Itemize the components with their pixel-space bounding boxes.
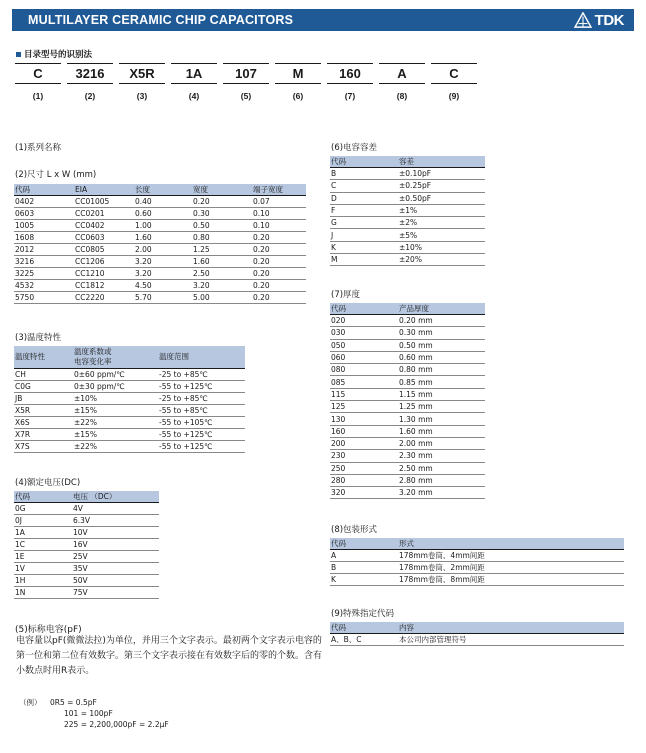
table-cell: 080 xyxy=(330,364,398,376)
table-row xyxy=(330,474,485,486)
table-cell: ±1% xyxy=(398,204,485,216)
table-row xyxy=(14,392,245,404)
table-cell: 0.10 xyxy=(252,208,306,220)
table-row xyxy=(14,515,159,527)
table-cell: 230 xyxy=(330,450,398,462)
col-header: 代码 xyxy=(330,303,398,315)
capacitance-description: 电容量以pF(微微法拉)为单位，并用三个文字表示。最初两个文字表示电容的第一位和第二位有效数字。第三个文字表示接在有效数字后的零的个数。含有小数点时用R表示。 xyxy=(16,636,323,676)
table-cell: 1E xyxy=(14,551,72,563)
col-header: 代码 xyxy=(14,491,72,503)
brand-name: TDK xyxy=(594,11,624,29)
col-header: 内容 xyxy=(398,622,624,634)
table-cell: 1.30 mm xyxy=(398,413,485,425)
table-cell: 085 xyxy=(330,376,398,388)
table-cell: 130 xyxy=(330,413,398,425)
table-cell: 0±60 ppm/℃ xyxy=(73,368,158,380)
table-row xyxy=(14,551,159,563)
col-header: 温度系数或 电容变化率 xyxy=(73,346,158,368)
table-cell: X6S xyxy=(14,416,73,428)
table-cell: 3216 xyxy=(14,256,74,268)
table-cell: X7R xyxy=(14,428,73,440)
pn-segment: 3216 xyxy=(67,63,113,84)
size-title: (2)尺寸 L x W (mm) xyxy=(15,170,97,180)
pn-index: (1) xyxy=(32,91,44,101)
table-row xyxy=(14,368,245,380)
table-cell: 3.20 xyxy=(192,280,252,292)
table-cell: 178mm卷筒、8mm间距 xyxy=(398,574,624,586)
table-cell: 0.07 xyxy=(252,196,306,208)
table-cell: K xyxy=(330,574,398,586)
table-row xyxy=(330,413,485,425)
col-header: 长度 xyxy=(134,184,192,196)
special-code-table-body xyxy=(330,634,624,646)
col-header: 温度范围 xyxy=(158,346,245,368)
table-row xyxy=(330,364,485,376)
table-row xyxy=(330,192,485,204)
table-cell: 4V xyxy=(72,503,159,515)
table-cell: 0J xyxy=(14,515,72,527)
packaging-table xyxy=(330,538,624,586)
temperature-table-body xyxy=(14,368,245,452)
table-cell: 0402 xyxy=(14,196,74,208)
table-cell: 178mm卷筒、4mm间距 xyxy=(398,550,624,562)
col-header: 产品厚度 xyxy=(398,303,485,315)
table-cell: 10V xyxy=(72,527,159,539)
table-cell: CC1210 xyxy=(74,268,134,280)
table-cell: 2.30 mm xyxy=(398,450,485,462)
table-cell: -55 to +125℃ xyxy=(158,440,245,452)
pn-segment: C xyxy=(431,63,477,84)
table-cell: 0.85 mm xyxy=(398,376,485,388)
table-cell: 1.00 xyxy=(134,220,192,232)
table-cell: 35V xyxy=(72,563,159,575)
table-row xyxy=(330,425,485,437)
table-row xyxy=(330,241,485,253)
table-cell: CC1812 xyxy=(74,280,134,292)
table-cell: A、B、C xyxy=(330,634,398,646)
table-cell: -25 to +85℃ xyxy=(158,392,245,404)
packaging-title: (8)包装形式 xyxy=(331,525,378,535)
table-cell: 0.20 xyxy=(252,280,306,292)
table-cell: 2.80 mm xyxy=(398,474,485,486)
table-cell: 125 xyxy=(330,401,398,413)
table-cell: B xyxy=(330,562,398,574)
table-cell: 0.80 mm xyxy=(398,364,485,376)
table-cell: CC0805 xyxy=(74,244,134,256)
square-bullet-icon xyxy=(16,52,21,57)
table-cell: ±0.50pF xyxy=(398,192,485,204)
table-row xyxy=(14,440,245,452)
table-cell: 160 xyxy=(330,425,398,437)
table-header-row xyxy=(330,303,485,315)
table-cell: 0±30 ppm/℃ xyxy=(73,380,158,392)
table-row xyxy=(14,416,245,428)
table-cell: -55 to +125℃ xyxy=(158,380,245,392)
table-cell: 4532 xyxy=(14,280,74,292)
col-header: 代码 xyxy=(330,622,398,634)
pn-segment: 1A xyxy=(171,63,217,84)
temperature-title: (3)温度特性 xyxy=(15,333,62,343)
tdk-logo-icon xyxy=(574,12,592,28)
table-cell: 1V xyxy=(14,563,72,575)
table-cell: C xyxy=(330,180,398,192)
table-cell: -55 to +105℃ xyxy=(158,416,245,428)
table-cell: CC0402 xyxy=(74,220,134,232)
table-cell: F xyxy=(330,204,398,216)
table-cell: 030 xyxy=(330,327,398,339)
table-cell: JB xyxy=(14,392,73,404)
page-title: MULTILAYER CERAMIC CHIP CAPACITORS xyxy=(28,13,294,27)
pn-index: (9) xyxy=(448,91,460,101)
table-cell: ±22% xyxy=(73,440,158,452)
table-row xyxy=(330,254,485,266)
example-line: 101 = 100pF xyxy=(64,709,113,718)
table-cell: 1.25 mm xyxy=(398,401,485,413)
table-row xyxy=(330,634,624,646)
table-row xyxy=(14,380,245,392)
table-cell: 1.60 xyxy=(192,256,252,268)
table-cell: 200 xyxy=(330,437,398,449)
table-cell: CC0603 xyxy=(74,232,134,244)
table-cell: A xyxy=(330,550,398,562)
table-header-row xyxy=(330,156,485,168)
table-cell: 0.20 mm xyxy=(398,315,485,327)
table-row xyxy=(330,351,485,363)
col-header: 端子宽度 xyxy=(252,184,306,196)
table-cell: CH xyxy=(14,368,73,380)
table-row xyxy=(14,280,306,292)
table-cell: 16V xyxy=(72,539,159,551)
table-row xyxy=(14,232,306,244)
table-row xyxy=(14,404,245,416)
col-header: 形式 xyxy=(398,538,624,550)
table-cell: 060 xyxy=(330,351,398,363)
table-cell: -55 to +125℃ xyxy=(158,428,245,440)
table-cell: ±10% xyxy=(398,241,485,253)
table-row xyxy=(14,527,159,539)
table-cell: CC2220 xyxy=(74,292,134,304)
table-cell: G xyxy=(330,217,398,229)
table-cell: 0.40 xyxy=(134,196,192,208)
table-row xyxy=(14,575,159,587)
table-row xyxy=(330,204,485,216)
table-cell: CC01005 xyxy=(74,196,134,208)
table-cell: 320 xyxy=(330,487,398,499)
table-cell: CC0201 xyxy=(74,208,134,220)
table-row xyxy=(14,428,245,440)
table-row xyxy=(14,256,306,268)
pn-index: (6) xyxy=(292,91,304,101)
tdk-logo xyxy=(574,11,624,29)
pn-index: (5) xyxy=(240,91,252,101)
thickness-title: (7)厚度 xyxy=(331,290,361,300)
table-cell: 2.50 mm xyxy=(398,462,485,474)
table-cell: -55 to +85℃ xyxy=(158,404,245,416)
pn-segment: X5R xyxy=(119,63,165,84)
table-cell: D xyxy=(330,192,398,204)
table-cell: 3.20 xyxy=(134,268,192,280)
table-cell: 0.30 xyxy=(192,208,252,220)
tolerance-table-body xyxy=(330,168,485,266)
table-cell: 4.50 xyxy=(134,280,192,292)
table-cell: J xyxy=(330,229,398,241)
table-cell: 0.20 xyxy=(252,244,306,256)
table-cell: ±20% xyxy=(398,254,485,266)
voltage-title: (4)额定电压(DC) xyxy=(15,478,81,488)
table-row xyxy=(330,339,485,351)
table-row xyxy=(330,401,485,413)
table-row xyxy=(330,180,485,192)
table-cell: 280 xyxy=(330,474,398,486)
table-cell: 0.20 xyxy=(252,256,306,268)
pn-index: (8) xyxy=(396,91,408,101)
table-cell: 0.20 xyxy=(192,196,252,208)
table-cell: 050 xyxy=(330,339,398,351)
pn-segment: M xyxy=(275,63,321,84)
table-cell: ±10% xyxy=(73,392,158,404)
table-cell: 0.10 xyxy=(252,220,306,232)
pn-segment: 107 xyxy=(223,63,269,84)
table-row xyxy=(14,503,159,515)
table-row xyxy=(330,388,485,400)
table-cell: ±0.10pF xyxy=(398,168,485,180)
table-cell: 0.20 xyxy=(252,292,306,304)
table-cell: ±2% xyxy=(398,217,485,229)
special-code-title: (9)特殊指定代码 xyxy=(331,609,395,619)
table-cell: K xyxy=(330,241,398,253)
table-cell: X5R xyxy=(14,404,73,416)
voltage-table-body xyxy=(14,503,159,599)
packaging-table-body xyxy=(330,550,624,586)
table-cell: ±22% xyxy=(73,416,158,428)
table-cell: ±0.25pF xyxy=(398,180,485,192)
table-cell: 0.50 xyxy=(192,220,252,232)
table-row xyxy=(14,539,159,551)
table-row xyxy=(14,208,306,220)
table-cell: ±5% xyxy=(398,229,485,241)
table-cell: 本公司内部管理符号 xyxy=(398,634,624,646)
table-cell: 1A xyxy=(14,527,72,539)
table-header-row xyxy=(14,491,159,503)
table-cell: 1.15 mm xyxy=(398,388,485,400)
table-cell: 5750 xyxy=(14,292,74,304)
table-cell: ±15% xyxy=(73,404,158,416)
col-header: 代码 xyxy=(330,538,398,550)
example-line: 225 = 2,200,000pF = 2.2μF xyxy=(64,720,169,729)
table-cell: 0.50 mm xyxy=(398,339,485,351)
table-cell: 020 xyxy=(330,315,398,327)
table-row xyxy=(330,315,485,327)
section-title: 目录型号的识别法 xyxy=(16,48,92,60)
header-bar xyxy=(12,9,634,31)
table-cell: 50V xyxy=(72,575,159,587)
table-row xyxy=(14,220,306,232)
table-cell: ±15% xyxy=(73,428,158,440)
pn-segment: A xyxy=(379,63,425,84)
pn-segment: C xyxy=(15,63,61,84)
tolerance-table xyxy=(330,156,485,266)
table-cell: 178mm卷筒、2mm间距 xyxy=(398,562,624,574)
table-cell: 1.60 mm xyxy=(398,425,485,437)
table-row xyxy=(330,168,485,180)
table-row xyxy=(14,292,306,304)
table-cell: 1.60 xyxy=(134,232,192,244)
table-cell: -25 to +85℃ xyxy=(158,368,245,380)
table-row xyxy=(330,217,485,229)
table-cell: 5.70 xyxy=(134,292,192,304)
col-header: 代码 xyxy=(14,184,74,196)
table-cell: 75V xyxy=(72,587,159,599)
table-row xyxy=(330,487,485,499)
table-cell: 3.20 xyxy=(134,256,192,268)
table-cell: 0.60 xyxy=(134,208,192,220)
table-header-row xyxy=(330,622,624,634)
table-row xyxy=(330,550,624,562)
table-cell: C0G xyxy=(14,380,73,392)
thickness-table xyxy=(330,303,485,499)
table-row xyxy=(330,376,485,388)
table-cell: CC1206 xyxy=(74,256,134,268)
table-cell: 0.80 xyxy=(192,232,252,244)
table-cell: 3.20 mm xyxy=(398,487,485,499)
col-header: EIA xyxy=(74,184,134,196)
table-cell: M xyxy=(330,254,398,266)
table-row xyxy=(330,229,485,241)
table-header-row xyxy=(14,346,245,368)
table-cell: 0.20 xyxy=(252,232,306,244)
table-cell: 1H xyxy=(14,575,72,587)
table-cell: 2.00 xyxy=(134,244,192,256)
pn-index: (2) xyxy=(84,91,96,101)
table-row xyxy=(330,574,624,586)
example-line: 0R5 = 0.5pF xyxy=(50,698,97,707)
table-cell: 5.00 xyxy=(192,292,252,304)
table-cell: 1C xyxy=(14,539,72,551)
table-row xyxy=(330,327,485,339)
table-row xyxy=(330,562,624,574)
col-header: 代码 xyxy=(330,156,398,168)
table-cell: 6.3V xyxy=(72,515,159,527)
series-name-title: (1)系列名称 xyxy=(15,143,62,153)
table-cell: 250 xyxy=(330,462,398,474)
table-cell: 2012 xyxy=(14,244,74,256)
size-table-body xyxy=(14,196,306,304)
table-cell: X7S xyxy=(14,440,73,452)
table-cell: 0.30 mm xyxy=(398,327,485,339)
table-row xyxy=(14,587,159,599)
table-row xyxy=(14,563,159,575)
pn-segment: 160 xyxy=(327,63,373,84)
col-header: 宽度 xyxy=(192,184,252,196)
table-cell: 1608 xyxy=(14,232,74,244)
size-table xyxy=(14,184,306,304)
table-row xyxy=(330,462,485,474)
voltage-table xyxy=(14,491,159,599)
table-row xyxy=(330,450,485,462)
table-cell: 0603 xyxy=(14,208,74,220)
pn-index: (4) xyxy=(188,91,200,101)
table-row xyxy=(14,268,306,280)
table-cell: 2.00 mm xyxy=(398,437,485,449)
capacitance-title: (5)标称电容(pF) xyxy=(15,625,82,635)
table-cell: 1N xyxy=(14,587,72,599)
tolerance-title: (6)电容容差 xyxy=(331,143,378,153)
table-header-row xyxy=(14,184,306,196)
table-cell: 0G xyxy=(14,503,72,515)
table-cell: 1005 xyxy=(14,220,74,232)
table-row xyxy=(330,437,485,449)
table-cell: B xyxy=(330,168,398,180)
pn-index: (7) xyxy=(344,91,356,101)
table-row xyxy=(14,196,306,208)
table-header-row xyxy=(330,538,624,550)
table-cell: 115 xyxy=(330,388,398,400)
table-cell: 3225 xyxy=(14,268,74,280)
col-header: 温度特性 xyxy=(14,346,73,368)
temperature-table xyxy=(14,346,245,453)
table-cell: 2.50 xyxy=(192,268,252,280)
thickness-table-body xyxy=(330,315,485,499)
special-code-table xyxy=(330,622,624,646)
table-cell: 25V xyxy=(72,551,159,563)
col-header: 电压 （DC） xyxy=(72,491,159,503)
table-cell: 1.25 xyxy=(192,244,252,256)
table-cell: 0.60 mm xyxy=(398,351,485,363)
table-cell: 0.20 xyxy=(252,268,306,280)
example-label: （例） xyxy=(19,698,42,707)
col-header: 容差 xyxy=(398,156,485,168)
table-row xyxy=(14,244,306,256)
pn-index: (3) xyxy=(136,91,148,101)
